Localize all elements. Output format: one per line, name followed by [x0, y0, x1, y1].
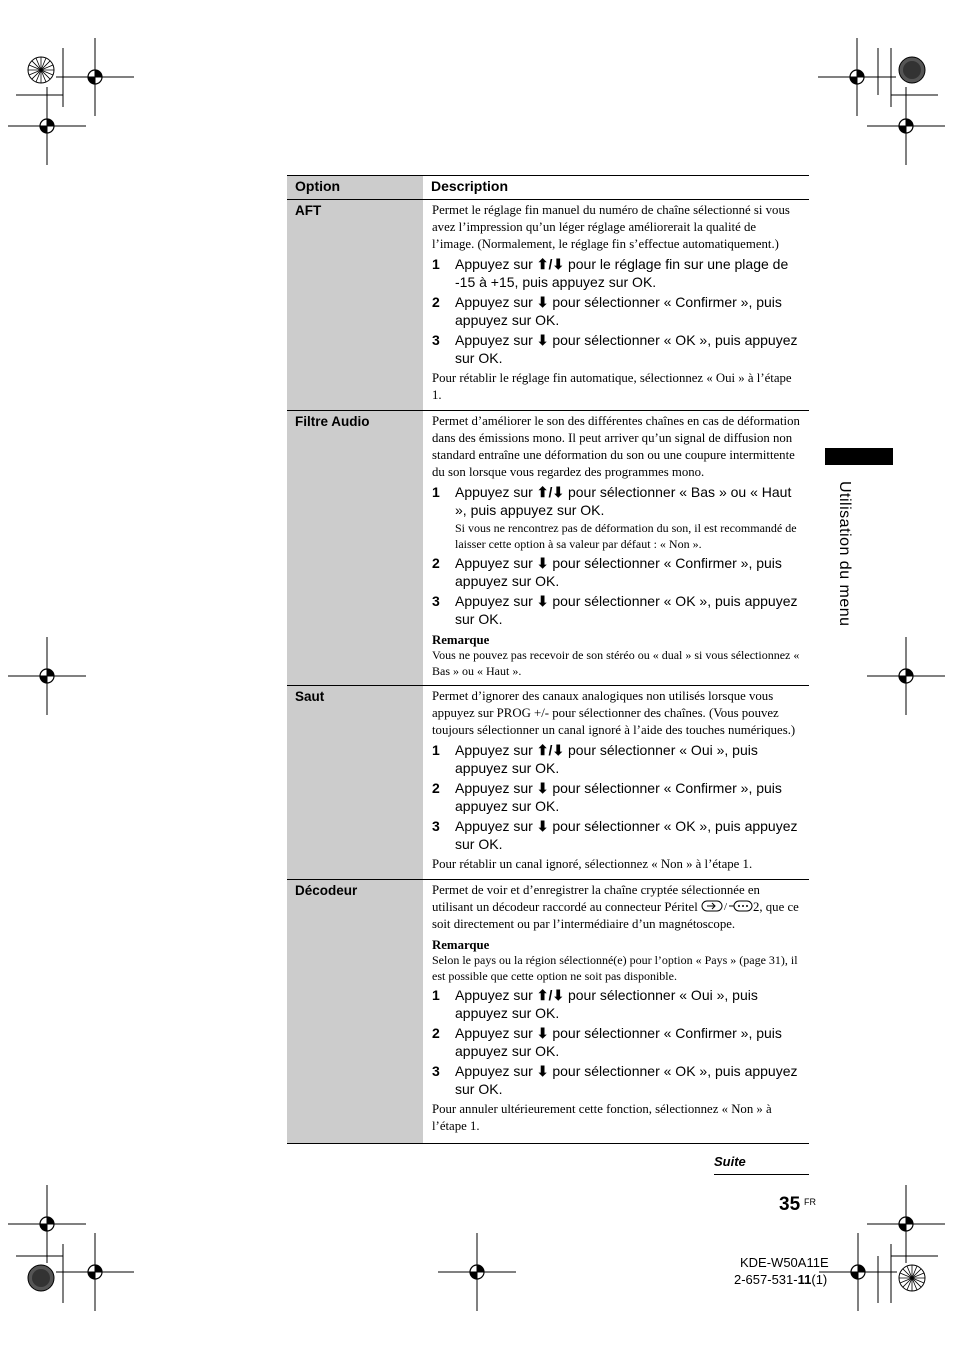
page-language: FR	[804, 1197, 816, 1207]
table-row	[287, 200, 809, 411]
arrow-up-icon: ⬆/⬇	[536, 987, 565, 1003]
svg-text:/: /	[723, 901, 728, 912]
arrow-up-icon: ⬆/⬇	[536, 256, 565, 272]
arrow-down-icon: ⬇	[536, 593, 549, 609]
section-tab	[825, 448, 893, 465]
registration-mark-icon	[867, 87, 945, 165]
step: 2 Appuyez sur ⬇ pour sélectionner « Confirmer », puis appuyez sur OK.	[432, 555, 782, 589]
step: 3 Appuyez sur ⬇ pour sélectionner « OK », puis appuyez sur OK.	[432, 818, 798, 852]
step: 2 Appuyez sur ⬇ pour sélectionner « Confirmer », puis appuyez sur OK.	[432, 780, 782, 814]
outro-text: Pour rétablir un canal ignoré, sélectionnez « Non » à l’étape 1.	[432, 857, 753, 871]
option-name: AFT	[287, 200, 423, 411]
continued-label: Suite	[714, 1154, 746, 1169]
intro-text: Permet le réglage fin manuel du numéro de chaîne sélectionné si vous avez l’impression qu’un léger réglage améliorerait la qualité de l’image. (Normalement, le réglage fin s’effectue automatiquement.)	[432, 203, 790, 251]
registration-mark-icon	[818, 38, 896, 116]
intro-text: Permet d’améliorer le son des différentes chaînes en cas de déformation dans des émissions mono. Il peut arriver qu’un signal de diffusion non standard entraîne une déformation du son ou une coupure intermittente du son lorsque vous regardez des programmes mono.	[432, 414, 800, 479]
option-description	[423, 880, 809, 1144]
option-description	[423, 411, 809, 686]
arrow-down-icon: ⬇	[536, 1063, 549, 1079]
header-option: Option	[287, 176, 423, 200]
registration-mark-icon	[438, 1233, 516, 1311]
arrow-up-icon: ⬆/⬇	[536, 484, 565, 500]
remark-title: Remarque	[432, 938, 490, 952]
registration-mark-icon	[8, 87, 86, 165]
arrow-down-icon: ⬇	[536, 1025, 549, 1041]
option-name: Saut	[287, 686, 423, 880]
outro-text: Pour rétablir le réglage fin automatique, sélectionnez « Oui » à l’étape 1.	[432, 371, 792, 402]
registration-mark-icon	[8, 637, 86, 715]
remark-title: Remarque	[432, 633, 490, 647]
options-table	[287, 175, 809, 1144]
table-row	[287, 880, 809, 1144]
registration-mark-icon	[867, 1185, 945, 1263]
arrow-down-icon: ⬇	[536, 332, 549, 348]
divider	[714, 1174, 809, 1175]
scart-connector-icon	[701, 900, 753, 912]
remark-text: Vous ne pouvez pas recevoir de son stéréo ou « dual » si vous sélectionnez « Bas » ou « Haut ».	[432, 648, 800, 678]
option-name: Filtre Audio	[287, 411, 423, 686]
header-description: Description	[423, 176, 809, 200]
arrow-up-icon: ⬆/⬇	[536, 742, 565, 758]
arrow-down-icon: ⬇	[536, 555, 549, 571]
option-description	[423, 686, 809, 880]
arrow-down-icon: ⬇	[536, 818, 549, 834]
starburst-icon	[899, 1265, 925, 1291]
registration-mark-icon	[56, 38, 134, 116]
step: 1 Appuyez sur ⬆/⬇ pour sélectionner « Bas » ou « Haut », puis appuyez sur OK. Si vous ne rencontrez pas de déformation du son, il est recommandé de laisser cette option à sa valeur par défaut : « Non ».	[432, 484, 801, 552]
step: 1 Appuyez sur ⬆/⬇ pour sélectionner « Oui », puis appuyez sur OK.	[432, 987, 758, 1021]
step: 3 Appuyez sur ⬇ pour sélectionner « OK », puis appuyez sur OK.	[432, 593, 798, 627]
document-code: 2-657-531-11(1)	[734, 1272, 828, 1287]
step: 3 Appuyez sur ⬇ pour sélectionner « OK », puis appuyez sur OK.	[432, 1063, 798, 1097]
table-row	[287, 411, 809, 686]
table-header-row	[287, 176, 809, 200]
remark-text: Selon le pays ou la région sélectionné(e) pour l’option « Pays » (page 31), il est possible que cette option ne soit pas disponible.	[432, 953, 798, 983]
starburst-icon	[899, 57, 925, 83]
registration-mark-icon	[8, 1185, 86, 1263]
registration-mark-icon	[867, 637, 945, 715]
page-number: 35	[779, 1194, 801, 1215]
outro-text: Pour annuler ultérieurement cette fonction, sélectionnez « Non » à l’étape 1.	[432, 1102, 772, 1133]
step: 1 Appuyez sur ⬆/⬇ pour sélectionner « Oui », puis appuyez sur OK.	[432, 742, 758, 776]
step: 2 Appuyez sur ⬇ pour sélectionner « Confirmer », puis appuyez sur OK.	[432, 1025, 782, 1059]
step: 3 Appuyez sur ⬇ pour sélectionner « OK », puis appuyez sur OK.	[432, 332, 798, 366]
arrow-down-icon: ⬇	[536, 294, 549, 310]
model-number: KDE-W50A11E	[740, 1255, 829, 1270]
starburst-icon	[28, 57, 54, 83]
intro-text: Permet d’ignorer des canaux analogiques non utilisés lorsque vous appuyez sur PROG +/- pour sélectionner des chaînes. (Vous pouvez toujours sélectionner un canal ignoré à l’aide des touches numériques.)	[432, 689, 796, 737]
step: 2 Appuyez sur ⬇ pour sélectionner « Confirmer », puis appuyez sur OK.	[432, 294, 782, 328]
arrow-down-icon: ⬇	[536, 780, 549, 796]
intro-text: Permet de voir et d’enregistrer la chaîne cryptée sélectionnée en utilisant un décodeur raccordé au connecteur Péritel / 2, que ce soit directement ou par l’intermédiaire d’un magnétoscope.	[432, 883, 799, 931]
step: 1 Appuyez sur ⬆/⬇ pour le réglage fin sur une plage de -15 à +15, puis appuyez sur OK.	[432, 256, 789, 290]
step-note: Si vous ne rencontrez pas de déformation du son, il est recommandé de laisser cette option à sa valeur par défaut : « Non ».	[455, 521, 797, 551]
option-name: Décodeur	[287, 880, 423, 1144]
registration-mark-icon	[819, 1233, 897, 1311]
starburst-icon	[28, 1265, 54, 1291]
table-row	[287, 686, 809, 880]
option-description	[423, 200, 809, 411]
registration-mark-icon	[56, 1233, 134, 1311]
section-label: Utilisation du menu	[836, 481, 853, 627]
